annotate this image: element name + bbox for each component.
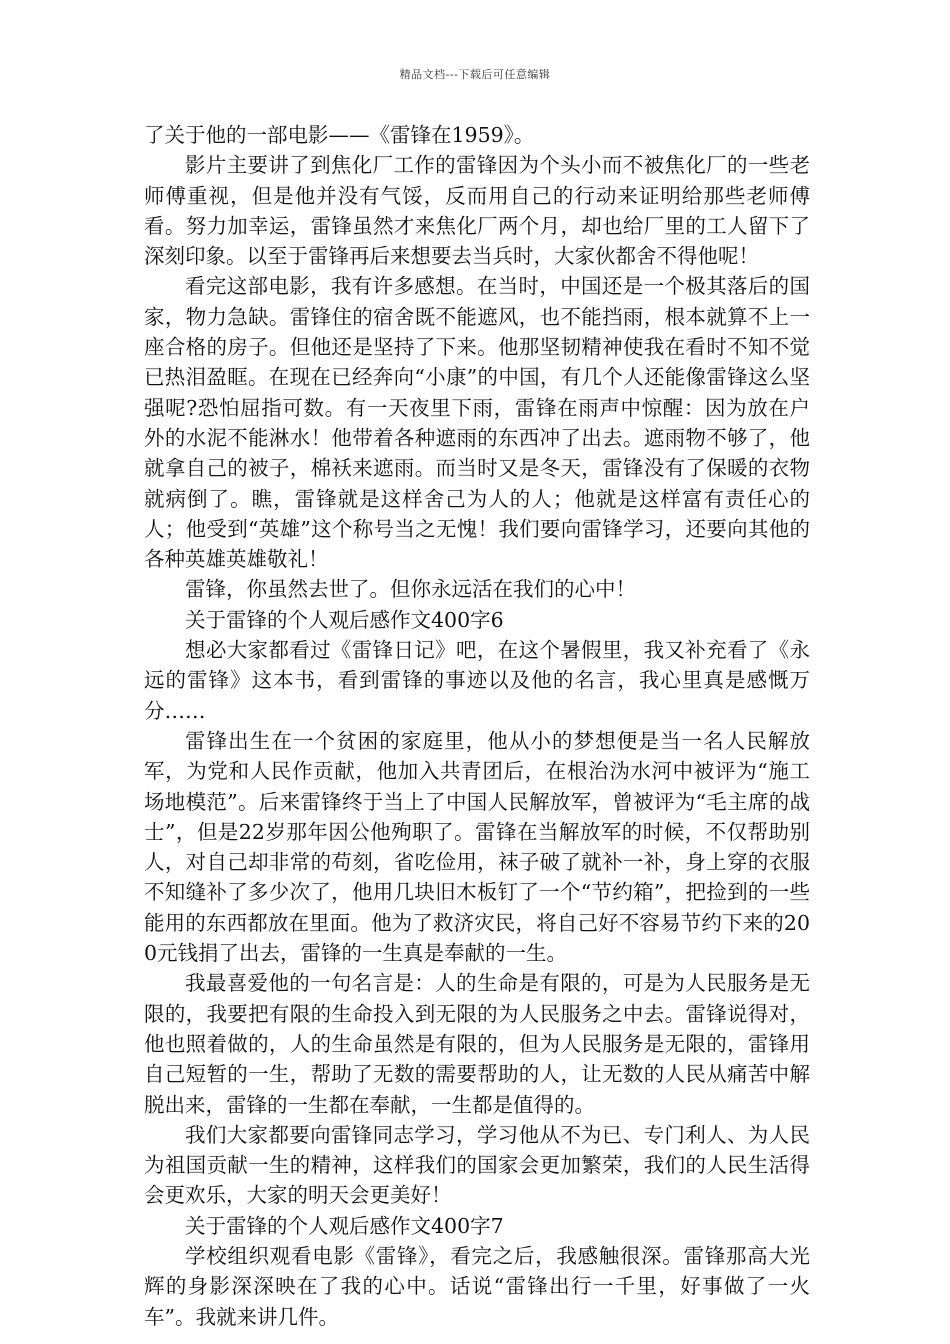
paragraph-learn: 我们大家都要向雷锋同志学习，学习他从不为已、专门利人、为人民为祖国贡献一生的精神，这样我们的国家会更加繁荣，我们的人民生活得会更欢乐，大家的明天会更美好！ [144, 1122, 810, 1208]
paragraph-thoughts: 看完这部电影，我有许多感想。在当时，中国还是一个极其落后的国家，物力急缺。雷锋住的宿舍既不能遮风，也不能挡雨，根本就算不上一座合格的房子。但他还是坚持了下来。他那坚韧精神使我在看时不知不觉已热泪盈眶。在现在已经奔向“小康”的中国，有几个人还能像雷锋这么坚强呢?恐怕屈指可数。有一天夜里下雨，雷锋在雨声中惊醒：因为放在户外的水泥不能淋水！他带着各种遮雨的东西冲了出去。遮雨物不够了，他就拿自己的被子，棉袄来遮雨。而当时又是冬天，雷锋没有了保暖的衣物就病倒了。瞧，雷锋就是这样舍己为人的人；他就是这样富有责任心的人；他受到“英雄”这个称号当之无愧！我们要向雷锋学习，还要向其他的各种英雄英雄敬礼！ [144, 274, 810, 572]
paragraph-closing: 雷锋，你虽然去世了。但你永远活在我们的心中！ [185, 577, 636, 602]
page-header: 精品文档---下载后可任意编辑 [399, 68, 551, 81]
paragraph-film-summary: 影片主要讲了到焦化厂工作的雷锋因为个头小而不被焦化厂的一些老师傅重视，但是他并没有气馁，反而用自己的行动来证明给那些老师傅看。努力加幸运，雷锋虽然才来焦化厂两个月，却也给厂里的工人留下了深刻印象。以至于雷锋再后来想要去当兵时，大家伙都舍不得他呢！ [144, 153, 810, 269]
paragraph-diary: 想必大家都看过《雷锋日记》吧，在这个暑假里，我又补充看了《永远的雷锋》这本书，看到雷锋的事迹以及他的名言，我心里真是感慨万分…… [144, 638, 810, 723]
paragraph-movie: 学校组织观看电影《雷锋》，看完之后，我感触很深。雷锋那高大光辉的身影深深映在了我的心中。话说“雷锋出行一千里，好事做了一火车”。我就来讲几件。 [144, 1243, 810, 1329]
paragraph-continuation: 了关于他的一部电影——《雷锋在1959》。 [144, 123, 535, 147]
paragraph-biography: 雷锋出生在一个贫困的家庭里，他从小的梦想便是当一名人民解放军，为党和人民作贡献，他加入共青团后，在根治沩水河中被评为“施工场地模范”。后来雷锋终于当上了中国人民解放军，曾被评为“毛主席的战士”，但是22岁那年因公他殉职了。雷锋在当解放军的时候，不仅帮助别人，对自己却非常的苟刻，省吃俭用，袜子破了就补一补，身上穿的衣服不知缝补了多少次了，他用几块旧木板钉了一个“节约箱”，把捡到的一些能用的东西都放在里面。他为了救济灾民，将自己好不容易节约下来的200元钱捐了出去，雷锋的一生真是奉献的一生。 [144, 728, 810, 966]
paragraph-quote: 我最喜爱他的一句名言是：人的生命是有限的，可是为人民服务是无限的，我要把有限的生命投入到无限的为人民服务之中去。雷锋说得对，他也照着做的，人的生命虽然是有限的，但为人民服务是无限的，雷锋用自己短暂的一生，帮助了无数的需要帮助的人，让无数的人民从痛苦中解脱出来，雷锋的一生都在奉献，一生都是值得的。 [144, 971, 810, 1117]
document-body [144, 120, 810, 1332]
essay-heading-6: 关于雷锋的个人观后感作文400字6 [185, 607, 504, 632]
essay-heading-7: 关于雷锋的个人观后感作文400字7 [185, 1213, 504, 1238]
